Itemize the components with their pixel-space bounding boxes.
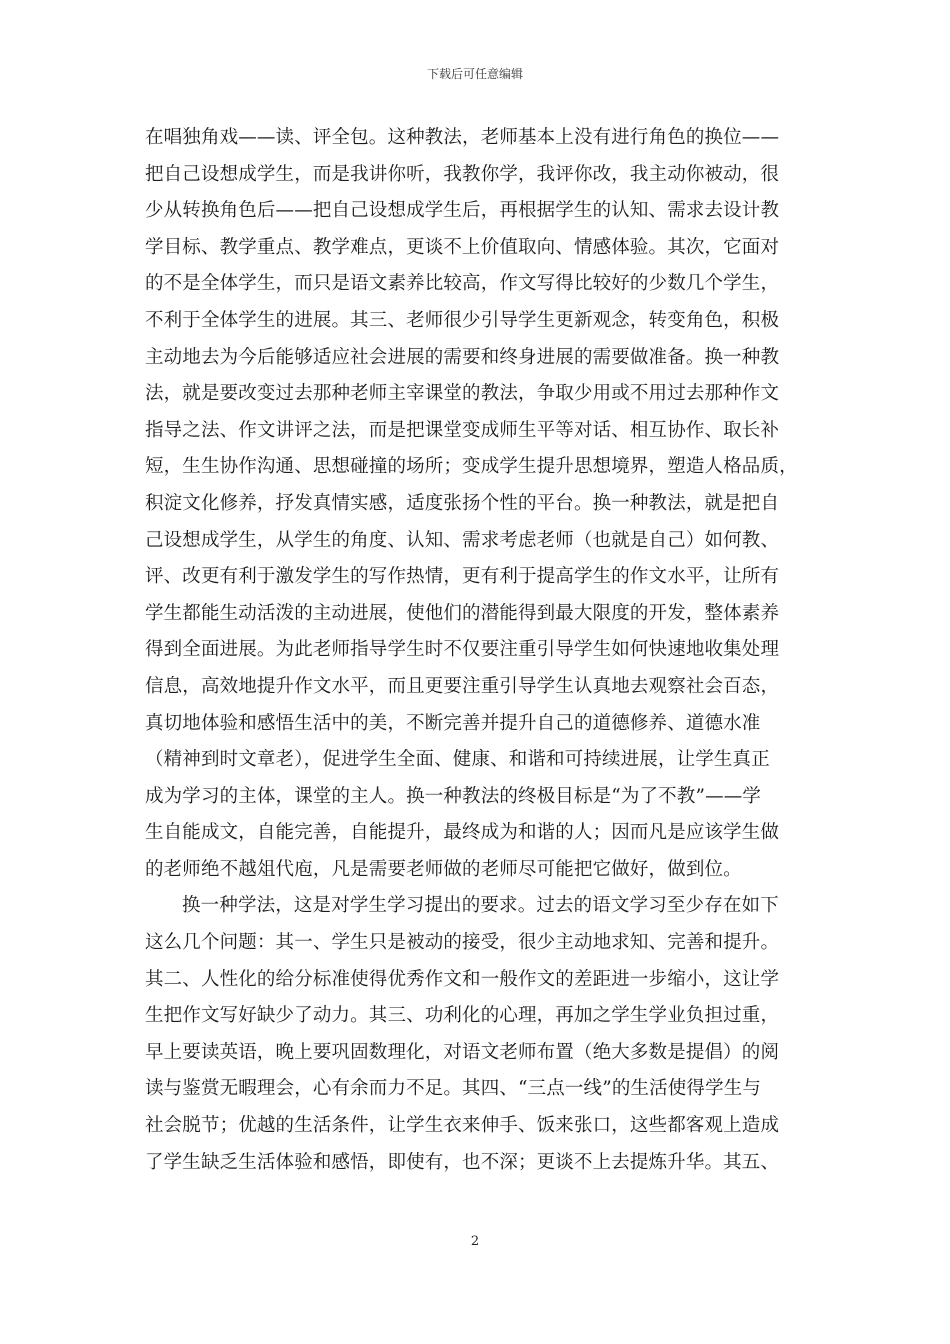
text-line: 的老师绝不越俎代庖，凡是需要老师做的老师尽可能把它做好，做到位。 — [145, 858, 742, 880]
page-number: 2 — [470, 1234, 480, 1249]
text-line: 成为学习的主体，课堂的主人。换一种教法的终极目标是“为了不教”——学 — [145, 785, 762, 807]
text-line: （精神到时文章老），促进学生全面、健康、和谐和可持续进展，让学生真正 — [145, 749, 770, 771]
text-line: 社会脱节；优越的生活条件，让学生衣来伸手、饭来张口，这些都客观上造成 — [145, 1115, 780, 1137]
document-body — [145, 120, 817, 1181]
text-line: 短，生生协作沟通、思想碰撞的场所；变成学生提升思想境界，塑造人格品质， — [145, 456, 798, 478]
page-header: 下载后可任意编辑 — [426, 67, 523, 81]
text-line: 早上要读英语，晚上要巩固数理化，对语文老师布置（绝大多数是提倡）的阅 — [145, 1041, 780, 1063]
text-line: 学生都能生动活泼的主动进展，使他们的潜能得到最大限度的开发，整体素养 — [145, 602, 780, 624]
text-line: 其二、人性化的给分标准使得优秀作文和一般作文的差距进一步缩小，这让学 — [145, 968, 780, 990]
text-line: 生自能成文，自能完善，自能提升，最终成为和谐的人；因而凡是应该学生做 — [145, 822, 780, 844]
paragraph-first-line: 换一种学法，这是对学生学习提出的要求。过去的语文学习至少存在如下 — [182, 895, 779, 917]
text-line: 法，就是要改变过去那种老师主宰课堂的教法，争取少用或不用过去那种作文 — [145, 383, 780, 405]
text-line: 得到全面进展。为此老师指导学生时不仅要注重引导学生如何快速地收集处理 — [145, 639, 780, 661]
text-line: 了学生缺乏生活体验和感悟，即使有，也不深；更谈不上去提炼升华。其五、 — [145, 1151, 780, 1173]
text-line: 学目标、教学重点、教学难点，更谈不上价值取向、情感体验。其次，它面对 — [145, 236, 780, 258]
text-line: 不利于全体学生的进展。其三、老师很少引导学生更新观念，转变角色，积极 — [145, 309, 780, 331]
text-line: 的不是全体学生，而只是语文素养比较高，作文写得比较好的少数几个学生， — [145, 273, 780, 295]
text-line: 少从转换角色后——把自己设想成学生后，再根据学生的认知、需求去设计教 — [145, 200, 780, 222]
text-line: 读与鉴赏无暇理会，心有余而力不足。其四、“三点一线”的生活使得学生与 — [145, 1078, 762, 1100]
text-line: 生把作文写好缺少了动力。其三、功利化的心理，再加之学生学业负担过重， — [145, 1005, 780, 1027]
text-line: 积淀文化修养，抒发真情实感，适度张扬个性的平台。换一种教法，就是把自 — [145, 492, 780, 514]
text-line: 己设想成学生，从学生的角度、认知、需求考虑老师（也就是自己）如何教、 — [145, 529, 780, 551]
text-line: 在唱独角戏——读、评全包。这种教法，老师基本上没有进行角色的换位—— — [145, 127, 780, 148]
text-line: 信息，高效地提升作文水平，而且更要注重引导学生认真地去观察社会百态， — [145, 675, 780, 697]
text-line: 指导之法、作文讲评之法，而是把课堂变成师生平等对话、相互协作、取长补 — [145, 419, 780, 441]
text-line: 这么几个问题：其一、学生只是被动的接受，很少主动地求知、完善和提升。 — [145, 932, 780, 954]
text-line: 真切地体验和感悟生活中的美，不断完善并提升自己的道德修养、道德水准 — [145, 712, 761, 734]
text-line: 主动地去为今后能够适应社会进展的需要和终身进展的需要做准备。换一种教 — [145, 346, 780, 368]
text-line: 评、改更有利于激发学生的写作热情，更有利于提高学生的作文水平，让所有 — [145, 566, 780, 588]
text-line: 把自己设想成学生，而是我讲你听，我教你学，我评你改，我主动你被动，很 — [145, 163, 780, 185]
